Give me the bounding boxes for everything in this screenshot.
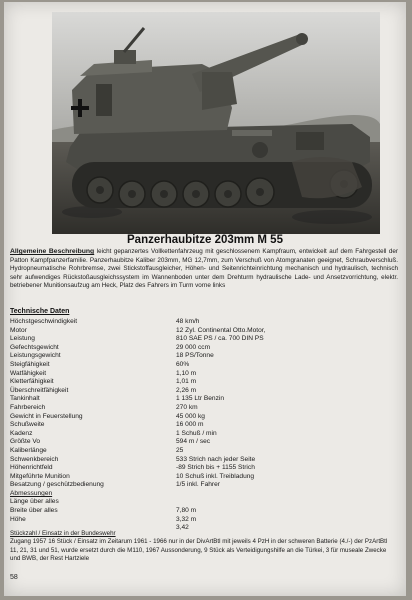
spec-value: -89 Strich bis + 1155 Strich [176, 464, 255, 472]
general-description [10, 248, 398, 291]
spec-label: Tankinhalt [10, 395, 40, 403]
spec-value: 7,80 m [176, 507, 197, 515]
spec-label: Höchstgeschwindigkeit [10, 318, 78, 325]
spec-label: Besatzung / geschützbedienung [10, 481, 104, 489]
spec-label: Größte Vo [10, 438, 41, 446]
spec-value: 1,01 m [176, 378, 197, 386]
spec-row [10, 456, 390, 465]
spec-label: Motor [10, 326, 27, 334]
spec-value: 1/5 inkl. Fahrer [176, 481, 220, 489]
spec-label: Watfähigkeit [10, 369, 47, 377]
spec-value: 60% [176, 360, 190, 368]
spec-label: Schwenkbereich [10, 455, 59, 463]
spec-row [10, 387, 390, 396]
deployment-section [10, 530, 396, 564]
spec-label: Leistungsgewicht [10, 352, 61, 360]
spec-value: 1,10 m [176, 369, 197, 377]
spec-row [10, 344, 390, 353]
spec-row [10, 473, 390, 482]
spec-value: 10 Schuß inkl. Treibladung [176, 472, 255, 480]
spec-label: Leistung [10, 335, 35, 343]
spec-row [10, 447, 390, 456]
spec-label: Fahrbereich [10, 403, 46, 411]
spec-row [10, 378, 390, 387]
spec-label: Überschreitfähigkeit [10, 386, 69, 394]
spec-row [10, 464, 390, 473]
page-title: Panzerhaubitze 203mm M 55 [127, 234, 283, 246]
spec-value: 12 Zyl. Continental Otto.Motor, [176, 326, 266, 334]
spec-value: 2,26 m [176, 386, 197, 394]
spec-row [10, 395, 390, 404]
spec-row [10, 370, 390, 379]
spec-row [10, 421, 390, 430]
spec-value: 3,42 [176, 524, 189, 532]
spec-label: Kadenz [10, 429, 33, 437]
spec-row [10, 507, 390, 516]
spec-label: Schußweite [10, 421, 45, 429]
spec-label: Länge über alles [10, 498, 59, 506]
spec-value: 25 [176, 446, 184, 454]
spec-value: 810 SAE PS / ca. 700 DIN PS [176, 335, 264, 343]
deployment-text: Zugang 1957 16 Stück / Einsatz im Zeitarum 1961 - 1966 nur in der DivArtBtl mit jeweils 4 PzH in der schweren Batterie (4./-) der PzArtBtl 11, 21, 31 und 51, wurde ersetzt durch die M110, 1967 Aussonderung, 9 Stück als Verteidigungshilfe an die Türkei, 3 für museale Zwecke und BWB, der Rest Hartziele [10, 538, 388, 563]
spec-value: 1 135 Ltr Benzin [176, 395, 225, 403]
spec-row [10, 438, 390, 447]
spec-value: 29 000 ccm [176, 343, 211, 351]
book-page [4, 2, 406, 596]
spec-table [10, 318, 390, 533]
howitzer-photo [52, 12, 380, 234]
spec-label: Kaliberlänge [10, 446, 47, 454]
spec-value: 594 m / sec [176, 438, 211, 446]
spec-value: 270 km [176, 403, 198, 411]
spec-row [10, 327, 390, 336]
technical-data-heading: Technische Daten [10, 308, 70, 315]
spec-label: Höhe [10, 515, 26, 523]
spec-value: 1 Schuß / min [176, 429, 217, 437]
spec-row [10, 361, 390, 370]
howitzer-illustration [52, 12, 380, 234]
spec-label: Steigfähigkeit [10, 360, 50, 368]
spec-label: Gewicht in Feuerstellung [10, 412, 83, 420]
spec-label: Gefechtsgewicht [10, 343, 59, 351]
spec-value: 3,32 m [176, 515, 197, 523]
spec-value: 48 km/h [176, 318, 200, 325]
description-heading: Allgemeine Beschreibung [10, 248, 95, 255]
spec-row [10, 516, 390, 525]
spec-row [10, 318, 390, 327]
spec-row [10, 335, 390, 344]
spec-label: Kletterfähigkeit [10, 378, 54, 386]
spec-row [10, 404, 390, 413]
dimensions-heading: Abmessungen [10, 489, 53, 497]
spec-label: Höhenrichtfeld [10, 464, 53, 472]
spec-label: Breite über alles [10, 507, 58, 515]
spec-value: 533 Strich nach jeder Seite [176, 455, 256, 463]
description-text: leicht gepanzertes Vollkettenfahrzeug mit geschlossenem Kampfraum, entwickelt auf dem Fahrgestell der Patton Kampfpanzerfamilie. Panzerhaubitze Kaliber 203mm, MG 12,7mm, zum Verschuß von Atomgranaten geeignet, Schraubverschluß. Hydropneumatische Rohrbremse, zwei Stickstoffausgleicher, Höhen- und Seitenrichteinrichtung mechanisch und hydraulisch, technisch sehr aufwendiges Rückstoßausgleichssystem im Wannenboden unter dem Drehturm hydraulische Lade- und Ansetzvorrichtung, elektr. betriebener Munitionsaufzug am Heck, Platz des Fahrers im Turm vorne links [10, 248, 398, 290]
spec-row [10, 352, 390, 361]
page-number: 58 [10, 574, 18, 581]
spec-row [10, 481, 390, 490]
dimensions-heading-row [10, 490, 390, 499]
deployment-heading: Stückzahl / Einsatz in der Bundeswehr [10, 530, 116, 537]
spec-value: 18 PS/Tonne [176, 352, 214, 360]
spec-value: 45 000 kg [176, 412, 205, 420]
spec-row [10, 430, 390, 439]
spec-value: 16 000 m [176, 421, 204, 429]
spec-row [10, 498, 390, 507]
spec-row [10, 413, 390, 422]
spec-label: Mitgeführte Munition [10, 472, 70, 480]
